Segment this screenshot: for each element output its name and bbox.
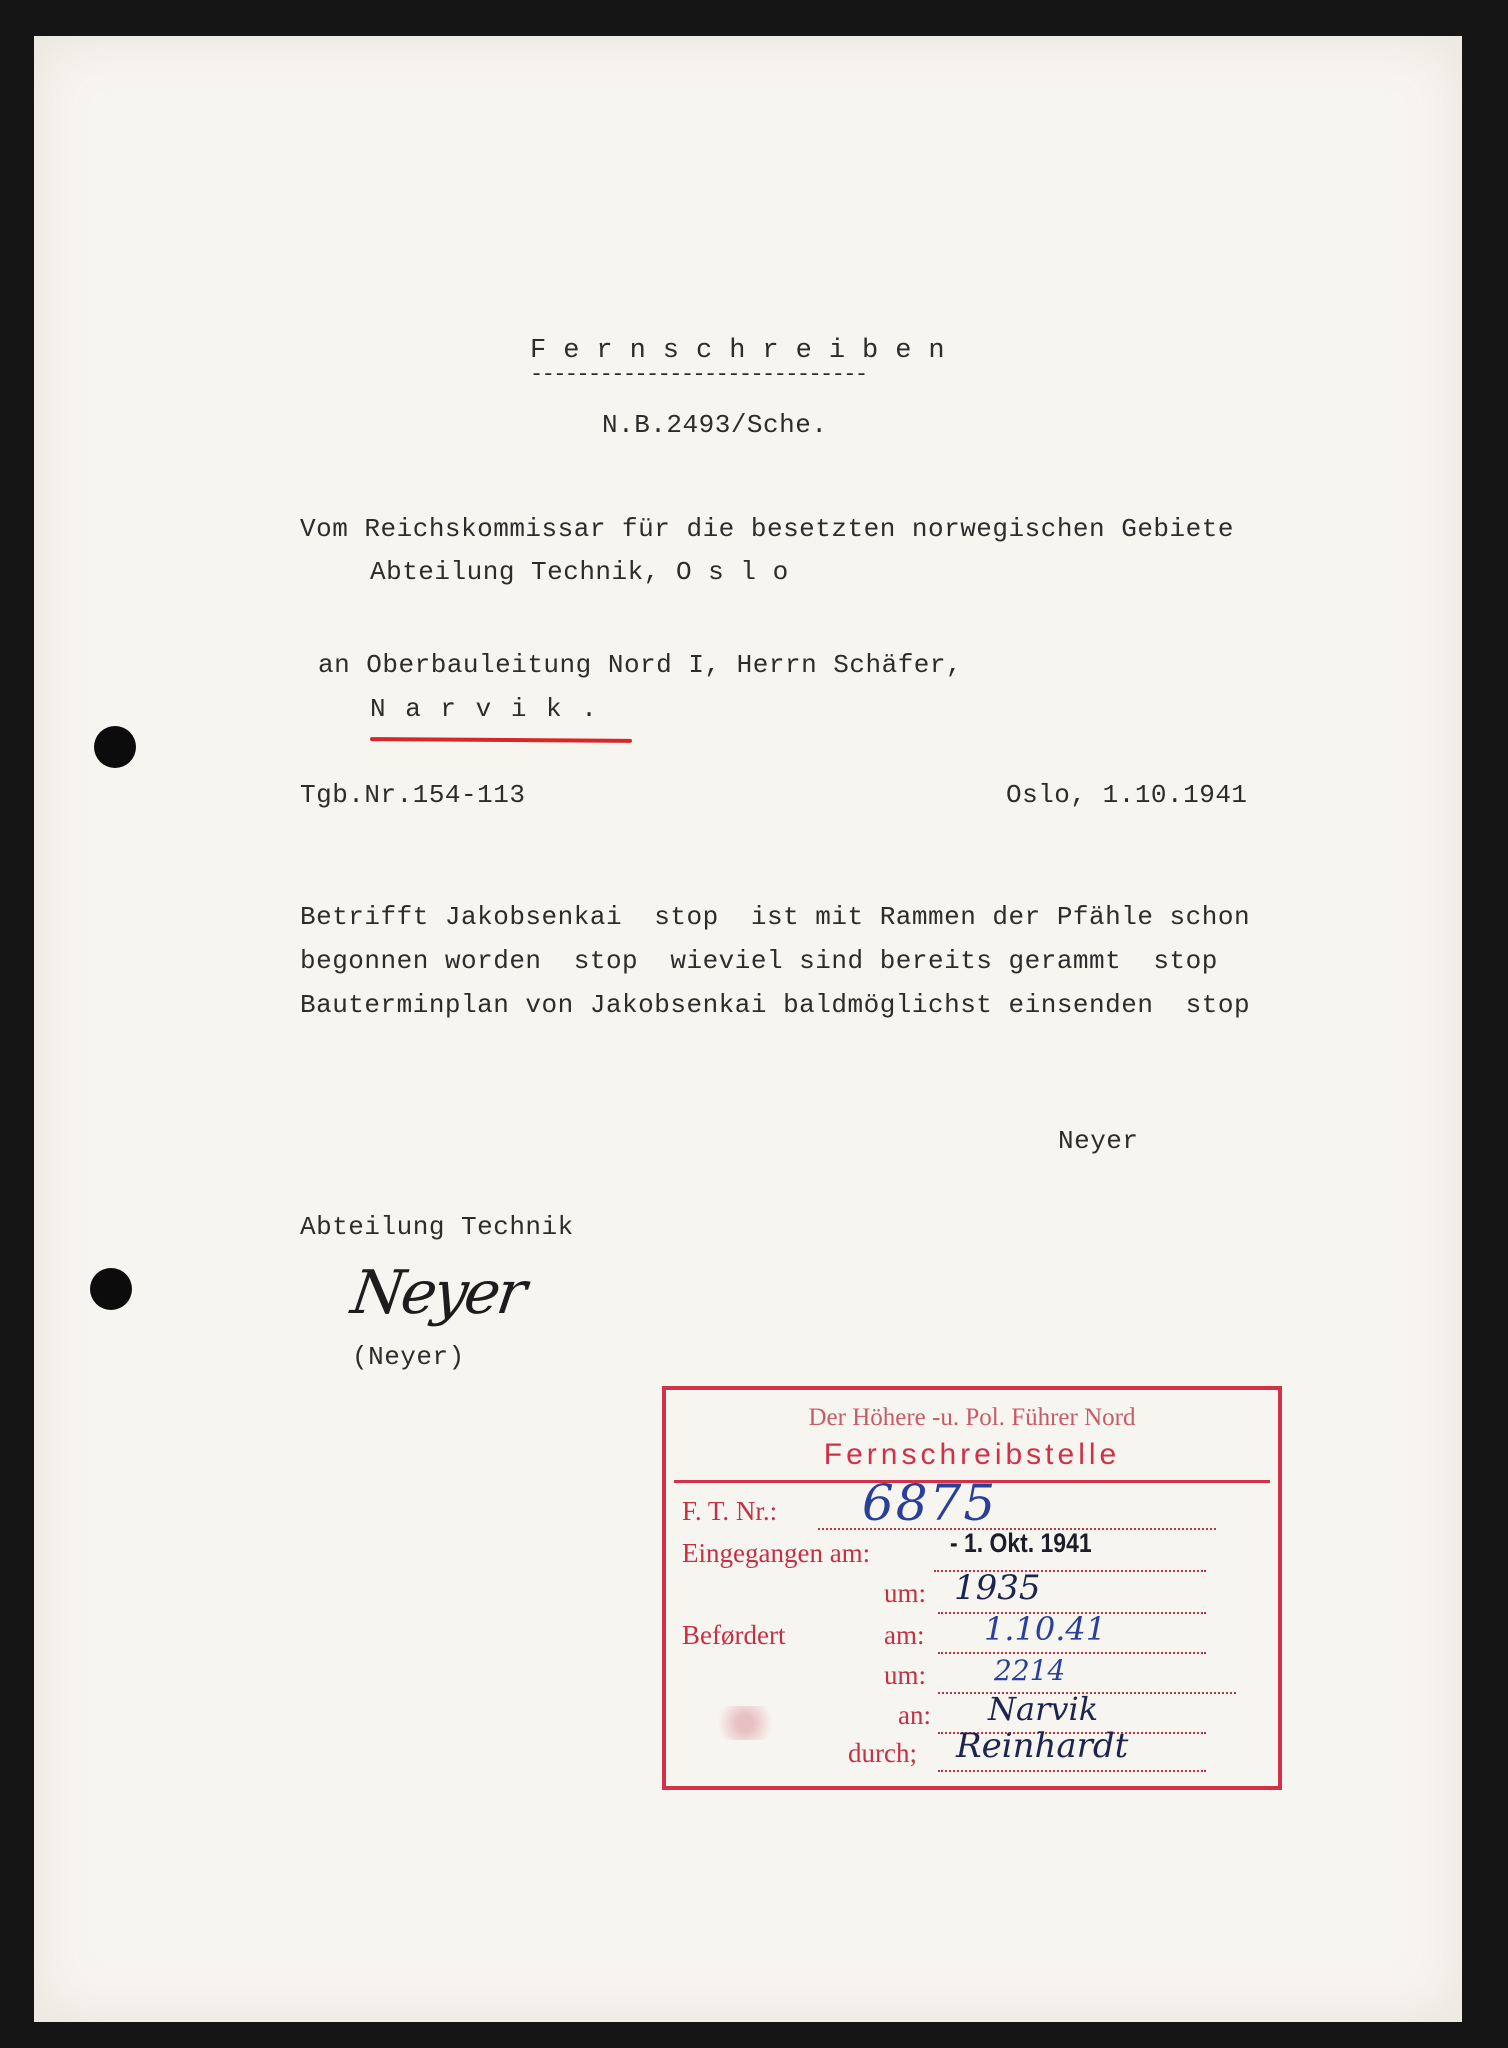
receipt-stamp: [662, 1386, 1282, 1790]
stamp-eingegangen-value: - 1. Okt. 1941: [950, 1528, 1092, 1558]
stamp-durch-dots: [938, 1770, 1206, 1772]
stamp-befoerdert-label: Beførdert: [682, 1620, 786, 1650]
stamp-header: Der Höhere -u. Pol. Führer Nord: [808, 1404, 1136, 1431]
recipient-line-2: N a r v i k .: [370, 694, 599, 724]
place-date: Oslo, 1.10.1941: [1006, 780, 1248, 810]
stamp-um2-value: 2214: [994, 1654, 1066, 1687]
department-line: Abteilung Technik: [300, 1212, 574, 1242]
stamp-am-label: am:: [884, 1620, 925, 1650]
red-underline: [370, 737, 632, 743]
closing-name: Neyer: [1058, 1126, 1139, 1156]
document-title: Fernschreiben: [530, 336, 962, 366]
stamp-durch-value: Reinhardt: [956, 1726, 1129, 1766]
stamp-an-value: Narvik: [988, 1690, 1099, 1728]
document-page: [34, 36, 1462, 2022]
stamp-ink-smudge: [710, 1706, 780, 1740]
body-line-2: begonnen worden stop wieviel sind bereits gerammt stop: [300, 946, 1218, 976]
stamp-am-dots: [938, 1652, 1206, 1654]
sender-line-1: Vom Reichskommissar für die besetzten norwegischen Gebiete: [300, 514, 1234, 544]
stamp-um1-value: 1935: [954, 1568, 1041, 1608]
stamp-title: Fernschreibstelle: [823, 1438, 1121, 1471]
signature-typed-name: (Neyer): [352, 1342, 465, 1372]
sender-line-2: Abteilung Technik, O s l o: [370, 557, 789, 587]
journal-number: Tgb.Nr.154-113: [300, 780, 526, 810]
recipient-line-1: an Oberbauleitung Nord I, Herrn Schäfer,: [318, 650, 963, 680]
reference-number: N.B.2493/Sche.: [602, 410, 828, 440]
stamp-ft-label: F. T. Nr.:: [682, 1496, 778, 1526]
stamp-durch-label: durch;: [848, 1738, 917, 1768]
stamp-am-value: 1.10.41: [984, 1610, 1107, 1648]
stamp-an-label: an:: [898, 1700, 931, 1730]
body-line-1: Betrifft Jakobsenkai stop ist mit Rammen der Pfähle schon: [300, 902, 1251, 932]
stamp-ft-value: 6875: [862, 1474, 998, 1532]
punch-hole-bottom: [90, 1268, 132, 1310]
title-underline: -----------------------------: [530, 362, 867, 387]
stamp-eingegangen-label: Eingegangen am:: [682, 1538, 871, 1568]
body-line-3: Bauterminplan von Jakobsenkai baldmöglichst einsenden stop: [300, 990, 1251, 1020]
handwritten-signature: Neyer: [347, 1258, 529, 1328]
punch-hole-top: [94, 726, 136, 768]
stamp-um2-label: um:: [884, 1660, 927, 1690]
stamp-um1-label: um:: [884, 1578, 927, 1608]
